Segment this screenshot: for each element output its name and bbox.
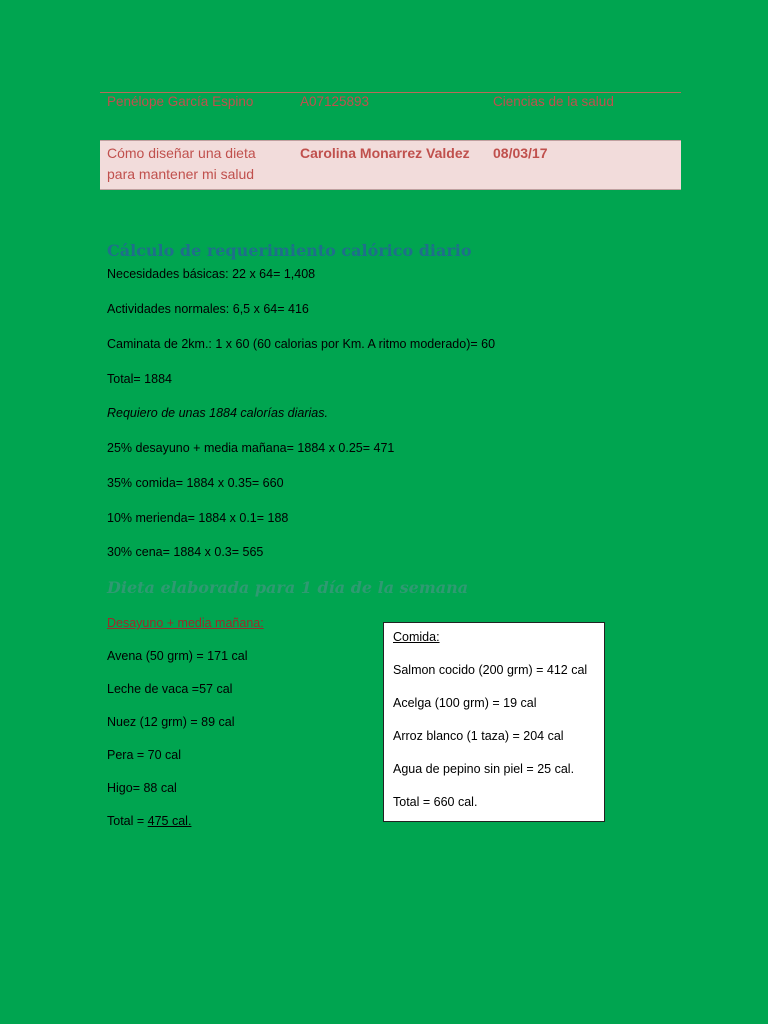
desayuno-title: Desayuno + media mañana:	[107, 616, 264, 630]
document-date: 08/03/17	[493, 145, 548, 161]
header-row-2	[100, 140, 681, 190]
desayuno-total-value: 475 cal.	[147, 814, 192, 828]
calc-line: 25% desayuno + media mañana= 1884 x 0.25= 471	[107, 441, 395, 455]
comida-item: Agua de pepino sin piel = 25 cal.	[393, 762, 575, 776]
header-divider	[100, 92, 681, 93]
section2-heading: Dieta elaborada para 1 día de la semana	[107, 578, 469, 597]
comida-total: Total = 660 cal.	[393, 795, 478, 809]
comida-box	[383, 622, 605, 822]
calc-line: 10% merienda= 1884 x 0.1= 188	[107, 511, 289, 525]
calc-line: 30% cena= 1884 x 0.3= 565	[107, 545, 264, 559]
desayuno-item: Nuez (12 grm) = 89 cal	[107, 715, 235, 729]
title-line-1: Cómo diseñar una dieta	[107, 145, 256, 161]
subject: Ciencias de la salud	[493, 94, 614, 109]
desayuno-total-label: Total =	[107, 814, 148, 828]
comida-title: Comida:	[393, 630, 440, 644]
comida-item: Arroz blanco (1 taza) = 204 cal	[393, 729, 564, 743]
desayuno-item: Pera = 70 cal	[107, 748, 182, 762]
student-id: A07125893	[300, 94, 370, 109]
calc-line: 35% comida= 1884 x 0.35= 660	[107, 476, 284, 490]
header-row-1	[107, 94, 681, 114]
document-title	[107, 143, 287, 185]
calc-line: Caminata de 2km.: 1 x 60 (60 calorias por Km. A ritmo moderado)= 60	[107, 337, 496, 351]
desayuno-item: Leche de vaca =57 cal	[107, 682, 233, 696]
calc-line: Requiero de unas 1884 calorías diarias.	[107, 406, 328, 420]
desayuno-total	[107, 814, 191, 828]
desayuno-item: Avena (50 grm) = 171 cal	[107, 649, 248, 663]
calc-line: Total= 1884	[107, 372, 172, 386]
student-name: Penélope García Espino	[107, 94, 254, 109]
calc-line: Necesidades básicas: 22 x 64= 1,408	[107, 267, 316, 281]
comida-item: Salmon cocido (200 grm) = 412 cal	[393, 663, 588, 677]
section1-heading: Cálculo de requerimiento calórico diario	[107, 241, 472, 260]
desayuno-item: Higo= 88 cal	[107, 781, 177, 795]
calc-line: Actividades normales: 6,5 x 64= 416	[107, 302, 309, 316]
teacher-name: Carolina Monarrez Valdez	[300, 145, 470, 161]
comida-item: Acelga (100 grm) = 19 cal	[393, 696, 537, 710]
title-line-2: para mantener mi salud	[107, 166, 255, 182]
